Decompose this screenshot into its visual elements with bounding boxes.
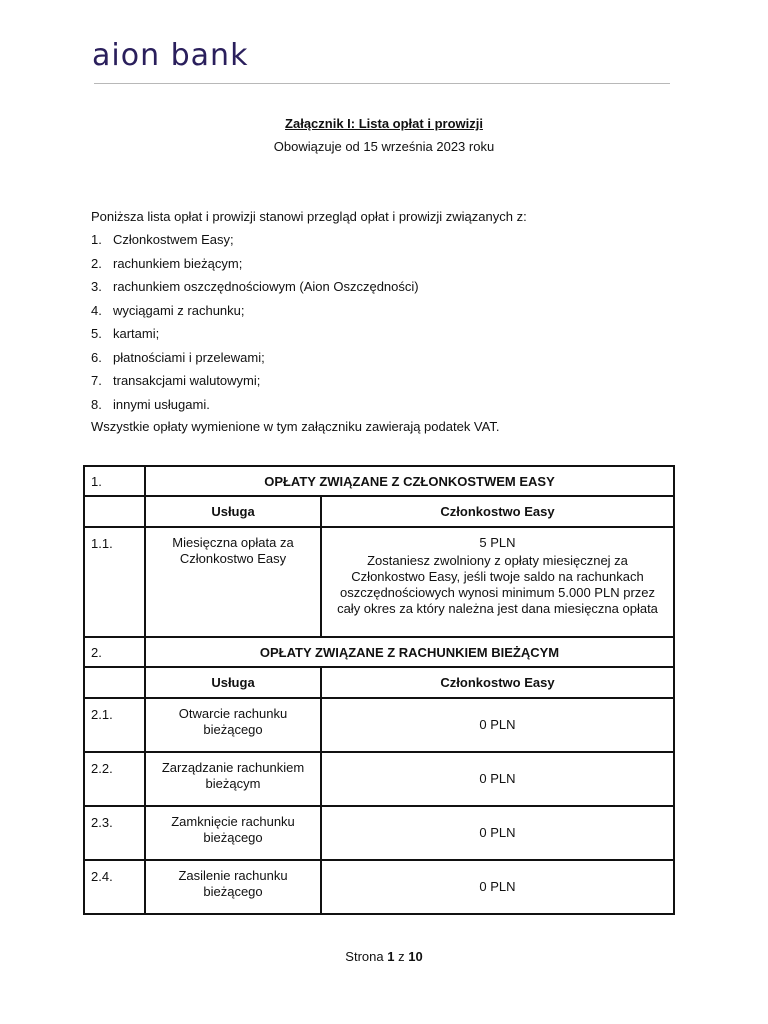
page-of-label: z [398, 949, 405, 964]
list-item-number: 7. [91, 373, 102, 388]
page-footer [0, 949, 768, 964]
column-header-service: Usługa [145, 667, 321, 698]
column-header-fee: Członkostwo Easy [321, 667, 674, 698]
fee-amount: 0 PLN [321, 752, 674, 806]
row-number: 2.4. [84, 860, 145, 914]
list-item-text: kartami; [113, 326, 160, 341]
list-item-number: 6. [91, 349, 102, 365]
list-item-number: 3. [91, 279, 102, 294]
list-item-number: 1. [91, 232, 102, 247]
table-row [84, 806, 674, 860]
document-title: Załącznik I: Lista opłat i prowizji [285, 116, 483, 131]
list-item [91, 303, 419, 327]
table-row [84, 752, 674, 806]
fee-amount: 5 PLN [479, 535, 516, 550]
table-row [84, 527, 674, 637]
list-item-number: 2. [91, 255, 102, 271]
empty-header-cell [84, 667, 145, 698]
row-number: 2.3. [84, 806, 145, 860]
section-title: OPŁATY ZWIĄZANE Z RACHUNKIEM BIEŻĄCYM [145, 637, 674, 667]
section-number: 1. [84, 466, 145, 496]
column-header-row [84, 496, 674, 527]
list-item [91, 397, 419, 421]
list-item-text: transakcjami walutowymi; [113, 373, 261, 388]
list-item-number: 5. [91, 326, 102, 341]
vat-note: Wszystkie opłaty wymienione w tym załączniku zawierają podatek VAT. [91, 419, 500, 434]
document-effective-date: Obowiązuje od 15 września 2023 roku [273, 139, 495, 154]
row-number: 2.1. [84, 698, 145, 752]
list-item [91, 326, 419, 350]
fees-table [83, 465, 675, 915]
service-name: Otwarcie rachunku bieżącego [145, 698, 321, 752]
fee-amount: 0 PLN [321, 860, 674, 914]
list-item-number: 4. [91, 302, 102, 318]
list-item [91, 232, 419, 256]
service-name: Zamknięcie rachunku bieżącego [145, 806, 321, 860]
column-header-service: Usługa [145, 496, 321, 527]
list-item [91, 256, 419, 280]
empty-header-cell [84, 496, 145, 527]
list-item-text: wyciągami z rachunku; [113, 302, 245, 318]
intro-paragraph: Poniższa lista opłat i prowizji stanowi przegląd opłat i prowizji związanych z: [91, 209, 527, 224]
section-header-row [84, 637, 674, 667]
section-header-row [84, 466, 674, 496]
list-item-text: innymi usługami. [113, 396, 210, 412]
table-row [84, 860, 674, 914]
column-header-fee: Członkostwo Easy [321, 496, 674, 527]
section-number: 2. [84, 637, 145, 667]
list-item-text: rachunkiem oszczędnościowym (Aion Oszczędności) [113, 279, 419, 294]
current-page-number: 1 [387, 949, 395, 964]
list-item [91, 350, 419, 374]
aion-bank-logo: aion bank [92, 38, 249, 73]
service-name: Miesięczna opłata za Członkostwo Easy [145, 527, 321, 637]
list-item-text: Członkostwem Easy; [113, 232, 234, 247]
service-name: Zasilenie rachunku bieżącego [145, 860, 321, 914]
list-item-text: płatnościami i przelewami; [113, 349, 265, 365]
fee-categories-list [91, 232, 419, 420]
total-pages-number: 10 [408, 949, 423, 964]
column-header-row [84, 667, 674, 698]
list-item-number: 8. [91, 396, 102, 412]
list-item-text: rachunkiem bieżącym; [113, 255, 243, 271]
list-item [91, 373, 419, 397]
header-divider [94, 83, 670, 84]
service-name: Zarządzanie rachunkiem bieżącym [145, 752, 321, 806]
section-title: OPŁATY ZWIĄZANE Z CZŁONKOSTWEM EASY [145, 466, 674, 496]
list-item [91, 279, 419, 303]
table-row [84, 698, 674, 752]
row-number: 1.1. [84, 527, 145, 637]
page-label: Strona [345, 949, 384, 964]
fee-note: Zostaniesz zwolniony z opłaty miesięcznej za Członkostwo Easy, jeśli twoje saldo na rachunkach oszczędnościowych wynosi minimum 5.000 PLN przez cały okres za który należna jest dana miesięczna opłata [337, 553, 658, 616]
fee-amount: 0 PLN [321, 698, 674, 752]
row-number: 2.2. [84, 752, 145, 806]
fee-cell [321, 527, 674, 637]
fee-amount: 0 PLN [321, 806, 674, 860]
